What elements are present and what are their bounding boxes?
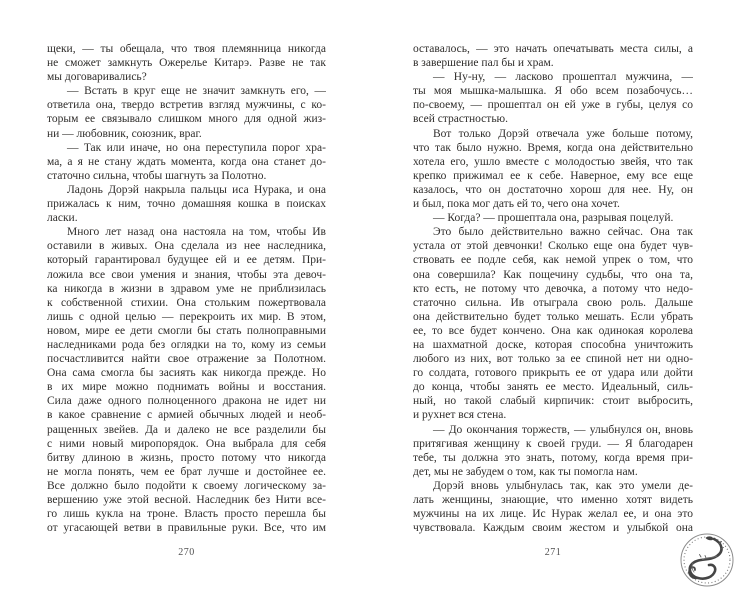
text-line: — Когда? — прошептала она, разрывая поцелуй.: [433, 212, 674, 225]
text-line: ты моя мышка-малышка. Я обо всем позабочусь…: [413, 85, 693, 98]
text-line: не сможет замкнуть Ожерелье Китарэ. Разве не так: [47, 57, 326, 70]
text-line: ствовать ее подле себя, как немой упрек о том, что: [413, 254, 693, 267]
text-line: дет, мы не забудем о том, как ты помогла нам.: [413, 465, 638, 478]
text-line: с ними новый миропорядок. Она выбрала для себя: [47, 437, 326, 450]
text-line: вершению уже этой весной. Наследник без Нити все-: [47, 494, 326, 506]
text-line: прижалась к ним, точно домашняя кошка в поисках: [47, 198, 326, 211]
text-line: Она сама смогла бы засиять как никогда прежде. Но: [47, 367, 326, 380]
text-line: посчастливится найти свое отражение за Полотном.: [47, 353, 326, 366]
text-line: по-своему, — прошептал он ей уже в губы, целуя со: [413, 99, 693, 112]
text-line: торым ее связывало слишком много для одной жиз-: [47, 113, 326, 126]
text-line: наследниками рода без оглядки на то, кому из семьи: [47, 338, 326, 351]
text-line: в их мире можно поднимать войны и восстания.: [47, 381, 326, 394]
text-line: ращенных звейев. Да и далеко не все разделили бы: [47, 423, 326, 436]
text-line: ласки.: [47, 212, 78, 225]
text-line: притягивая женщину к своей груди. — Я благодарен: [413, 437, 693, 450]
text-line: оставили в живых. Она сделала из нее наследника,: [47, 240, 326, 253]
text-line: статочно сильна, чтобы шагнуть за Полотно.: [47, 169, 267, 182]
page-number-right: 271: [544, 547, 562, 558]
text-line: кто есть, не потому что девочка, а потому что недо-: [413, 282, 693, 295]
text-line: Вот только Дорэй отвечала уже больше потому,: [433, 127, 693, 140]
text-line: на шахматной доске, которая способна уничтожить: [413, 338, 693, 351]
text-line: устала от этой девчонки! Сколько еще она будет чув-: [413, 240, 693, 253]
text-line: го солдата, готового прикрыть ее от удара или дойти: [413, 367, 693, 380]
text-line: ка никогда в жизни в здравом уме не приблизилась: [47, 282, 326, 295]
text-line: Это было действительно важно сейчас. Она так: [433, 226, 693, 239]
text-line: статочно сильна. Ив отыграла свою роль. Дальше: [413, 296, 693, 309]
text-line: Много лет назад она настояла на том, чтобы Ив: [67, 226, 326, 239]
text-line: — Так или иначе, но она переступила порог хра-: [67, 141, 326, 154]
text-line: она действительно будет только мешать. Если убрать: [413, 310, 693, 323]
text-line: от угасающей ветви в правильные руки. Все, что им: [47, 522, 326, 535]
text-line: лать женщины, знающие, что именно хотят видеть: [413, 494, 693, 506]
text-line: Дорэй вновь улыбнулась так, как это умели де-: [433, 479, 693, 492]
page-number-left: 270: [178, 547, 195, 558]
text-line: мужчины на их лице. Ис Нурак желал ее, и она это: [413, 508, 693, 521]
text-line: новом, мире ее дети смогли бы стать полноправными: [47, 324, 326, 337]
text-line: казалось, что он достаточно хорош для нее. Ну, он: [413, 183, 693, 196]
text-line: хотела его, ушло вместе с молодостью звейя, что так: [413, 155, 693, 168]
text-line: тебе, ты должна это знать, потому, когда время при-: [413, 451, 693, 464]
text-line: — До окончания торжеств, — улыбнулся он, вновь: [433, 423, 693, 436]
text-line: ее, то все будет кончено. Она как одинокая королева: [413, 324, 693, 337]
text-line: к собственной стихии. Она стольким пожертвовала: [47, 296, 326, 309]
page-right-text: [413, 42, 693, 535]
dragon-seal-icon: [677, 530, 737, 590]
text-line: ный, но такой слабый кирпичик: стоит выбросить,: [413, 395, 693, 408]
text-line: и рухнет вся стена.: [413, 409, 507, 422]
text-line: чувствовала. Каждым своим жестом и улыбкой она: [413, 522, 693, 535]
text-line: оставалось, — это начать опечатывать места силы, а: [413, 43, 693, 55]
text-line: крепко прижимал ее к себе. Наверное, ему все еще: [413, 169, 693, 182]
text-line: ложила все свои умения и знания, чтобы эта девоч-: [47, 268, 326, 281]
text-line: щеки, — ты обещала, что твоя племянница никогда: [47, 43, 326, 55]
text-line: лишь с одной целью — перекроить их мир. В этом,: [47, 310, 326, 323]
text-line: в какое сравнение с армией обычных людей и необ-: [47, 409, 326, 422]
text-line: Ладонь Дорэй накрыла пальцы иса Нурака, и она: [67, 183, 326, 196]
page-left-text: [47, 42, 326, 535]
text-line: не могла понять, чем ее брат лучше и достойнее ее.: [47, 465, 326, 478]
text-line: — Встать в круг еще не значит замкнуть его, —: [67, 85, 326, 98]
text-line: что так было нужно. Время, когда она действительно: [413, 141, 693, 154]
text-line: она совершила? Как пощечину судьбы, что она та,: [413, 268, 693, 281]
text-line: ответила она, твердо встретив взгляд мужчины, с ко-: [47, 99, 326, 112]
text-line: ни — любовник, союзник, враг.: [47, 127, 202, 140]
text-line: и был, пока мог дать ей то, чего она хочет.: [413, 198, 620, 211]
text-line: Сила даже одного полноценного дракона не идет ни: [47, 395, 326, 408]
text-line: любого из них, вот только за ее спиной нет ни одно-: [413, 353, 693, 366]
text-line: мы договаривались?: [47, 71, 147, 84]
text-line: до конца, чтобы занять ее место. Идеальный, силь-: [413, 381, 693, 394]
text-line: в завершение пал бы и храм.: [413, 57, 554, 70]
text-line: го лишь кукла на троне. Власть просто перешла бы: [47, 508, 326, 521]
text-line: ма, а я не стану ждать момента, когда она станет до-: [47, 155, 326, 168]
text-line: битву длиною в жизнь, просто потому что никогда: [47, 451, 326, 464]
text-line: всей страстностью.: [413, 113, 509, 126]
text-line: Все должно было подойти к своему логическому за-: [47, 479, 326, 492]
text-line: который гарантировал будущее ей и ее детям. При-: [47, 254, 326, 267]
text-line: — Ну-ну, — ласково прошептал мужчина, —: [433, 71, 693, 84]
